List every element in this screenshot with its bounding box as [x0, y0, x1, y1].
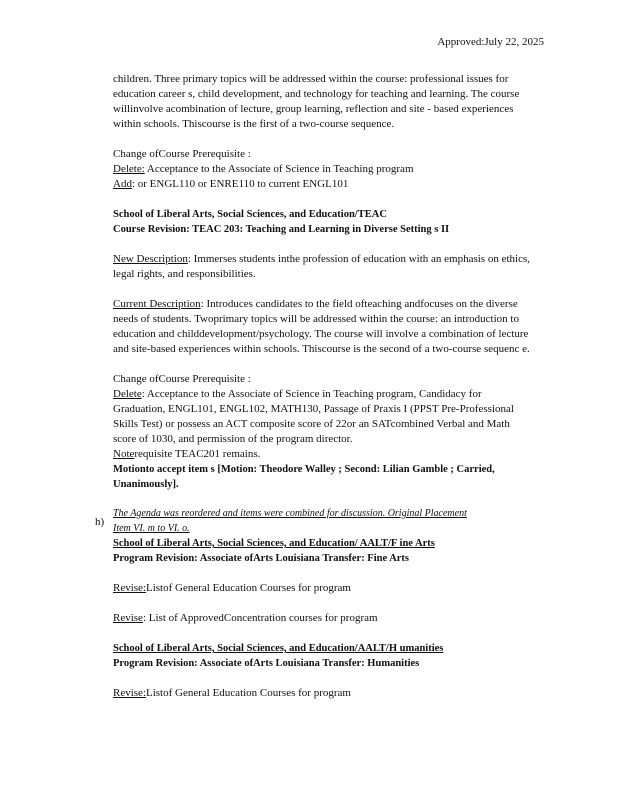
prereq-note	[113, 447, 533, 462]
revise-label: Revise	[113, 612, 143, 624]
prereq-delete	[113, 387, 533, 447]
delete-label: Delete:	[113, 163, 145, 175]
new-description-text: : Immerses students inthe profession of education with an emphasis on ethics, legal rights, and responsibilities.	[113, 253, 530, 280]
section-revision: Course Revision: TEAC 203: Teaching and Learning in Diverse Setting s II	[113, 224, 450, 235]
note-label: Note	[113, 448, 135, 460]
delete-label: Delete	[113, 388, 142, 400]
new-description	[113, 252, 533, 282]
section-heading-humanities	[113, 641, 533, 671]
new-description-label: New Description	[113, 253, 188, 265]
revise-text: Listof General Education Courses for program	[146, 582, 351, 594]
section-revision: Program Revision: Associate ofArts Louisiana Transfer: Humanities	[113, 658, 420, 669]
section-heading-teac	[113, 207, 533, 237]
section-heading-fine-arts	[113, 536, 533, 566]
agenda-note-line1: The Agenda was reordered and items were combined for discussion. Original Placement	[113, 508, 467, 519]
add-label: Add	[113, 178, 132, 190]
revise-concentration	[113, 611, 533, 626]
revise-label: Revise:	[113, 582, 146, 594]
course-description-continued: children. Three primary topics will be addressed within the course: professional issues for education career s, child development, and technology for teaching and learning. The course willinvolve acombination of lecture, group learning, reflection and site - based experiences within schools. Thiscourse is the first of a two-course sequence.	[113, 73, 520, 130]
document-body	[113, 72, 533, 701]
prereq-title: Change ofCourse Prerequisite :	[113, 373, 251, 385]
agenda-note	[113, 506, 533, 536]
motion-text: Motionto accept item s [Motion: Theodore Walley ; Second: Lilian Gamble ; Carried, Unanimously].	[113, 464, 495, 490]
prereq-delete	[113, 162, 533, 177]
current-description-text: : Introduces candidates to the field ofteaching andfocuses on the diverse needs of students. Twoprimary topics will be addressed within the course: an introduction to education and childdevelopment/psychology. The course will involve a combination of lecture and site-based experiences within schools. Thiscourse is the second of a two-course sequenc e.	[113, 298, 530, 355]
agenda-note-line2: Item VI. m to VI. o.	[113, 523, 190, 534]
revise-text: Listof General Education Courses for program	[146, 687, 351, 699]
revise-text: : List of ApprovedConcentration courses for program	[142, 612, 378, 624]
delete-text: Acceptance to the Associate of Science in Teaching program	[144, 163, 414, 175]
current-description	[113, 297, 533, 357]
delete-text: : Acceptance to the Associate of Science in Teaching program, Candidacy for Graduation, ENGL101, ENGL102, MATH130, Passage of Praxis I (PPST Pre-Professional Skills Test) or possess an ACT composite score of 22or an SATcombined Verbal and Math score of 1030, and permission of the program director.	[113, 388, 514, 445]
section-school: School of Liberal Arts, Social Sciences, and Education/AALT/H umanities	[113, 643, 444, 654]
note-text: requisite TEAC201 remains.	[134, 448, 261, 460]
revise-label: Revise:	[113, 687, 146, 699]
add-text: : or ENGL110 or ENRE110 to current ENGL101	[131, 178, 349, 190]
prereq-add	[113, 177, 533, 192]
section-revision: Program Revision: Associate ofArts Louisiana Transfer: Fine Arts	[113, 553, 410, 564]
approval-date: Approved:July 22, 2025	[437, 36, 544, 48]
prereq-change-2	[113, 372, 533, 462]
revise-gen-ed-1	[113, 581, 533, 596]
prereq-change-1	[113, 147, 533, 192]
current-description-label: Current Description	[113, 298, 201, 310]
item-marker-h: h)	[95, 516, 105, 528]
prereq-title: Change ofCourse Prerequisite :	[113, 148, 251, 160]
section-school: School of Liberal Arts, Social Sciences, and Education/TEAC	[113, 209, 387, 220]
section-school: School of Liberal Arts, Social Sciences, and Education/ AALT/F ine Arts	[113, 538, 435, 549]
revise-gen-ed-2	[113, 686, 533, 701]
